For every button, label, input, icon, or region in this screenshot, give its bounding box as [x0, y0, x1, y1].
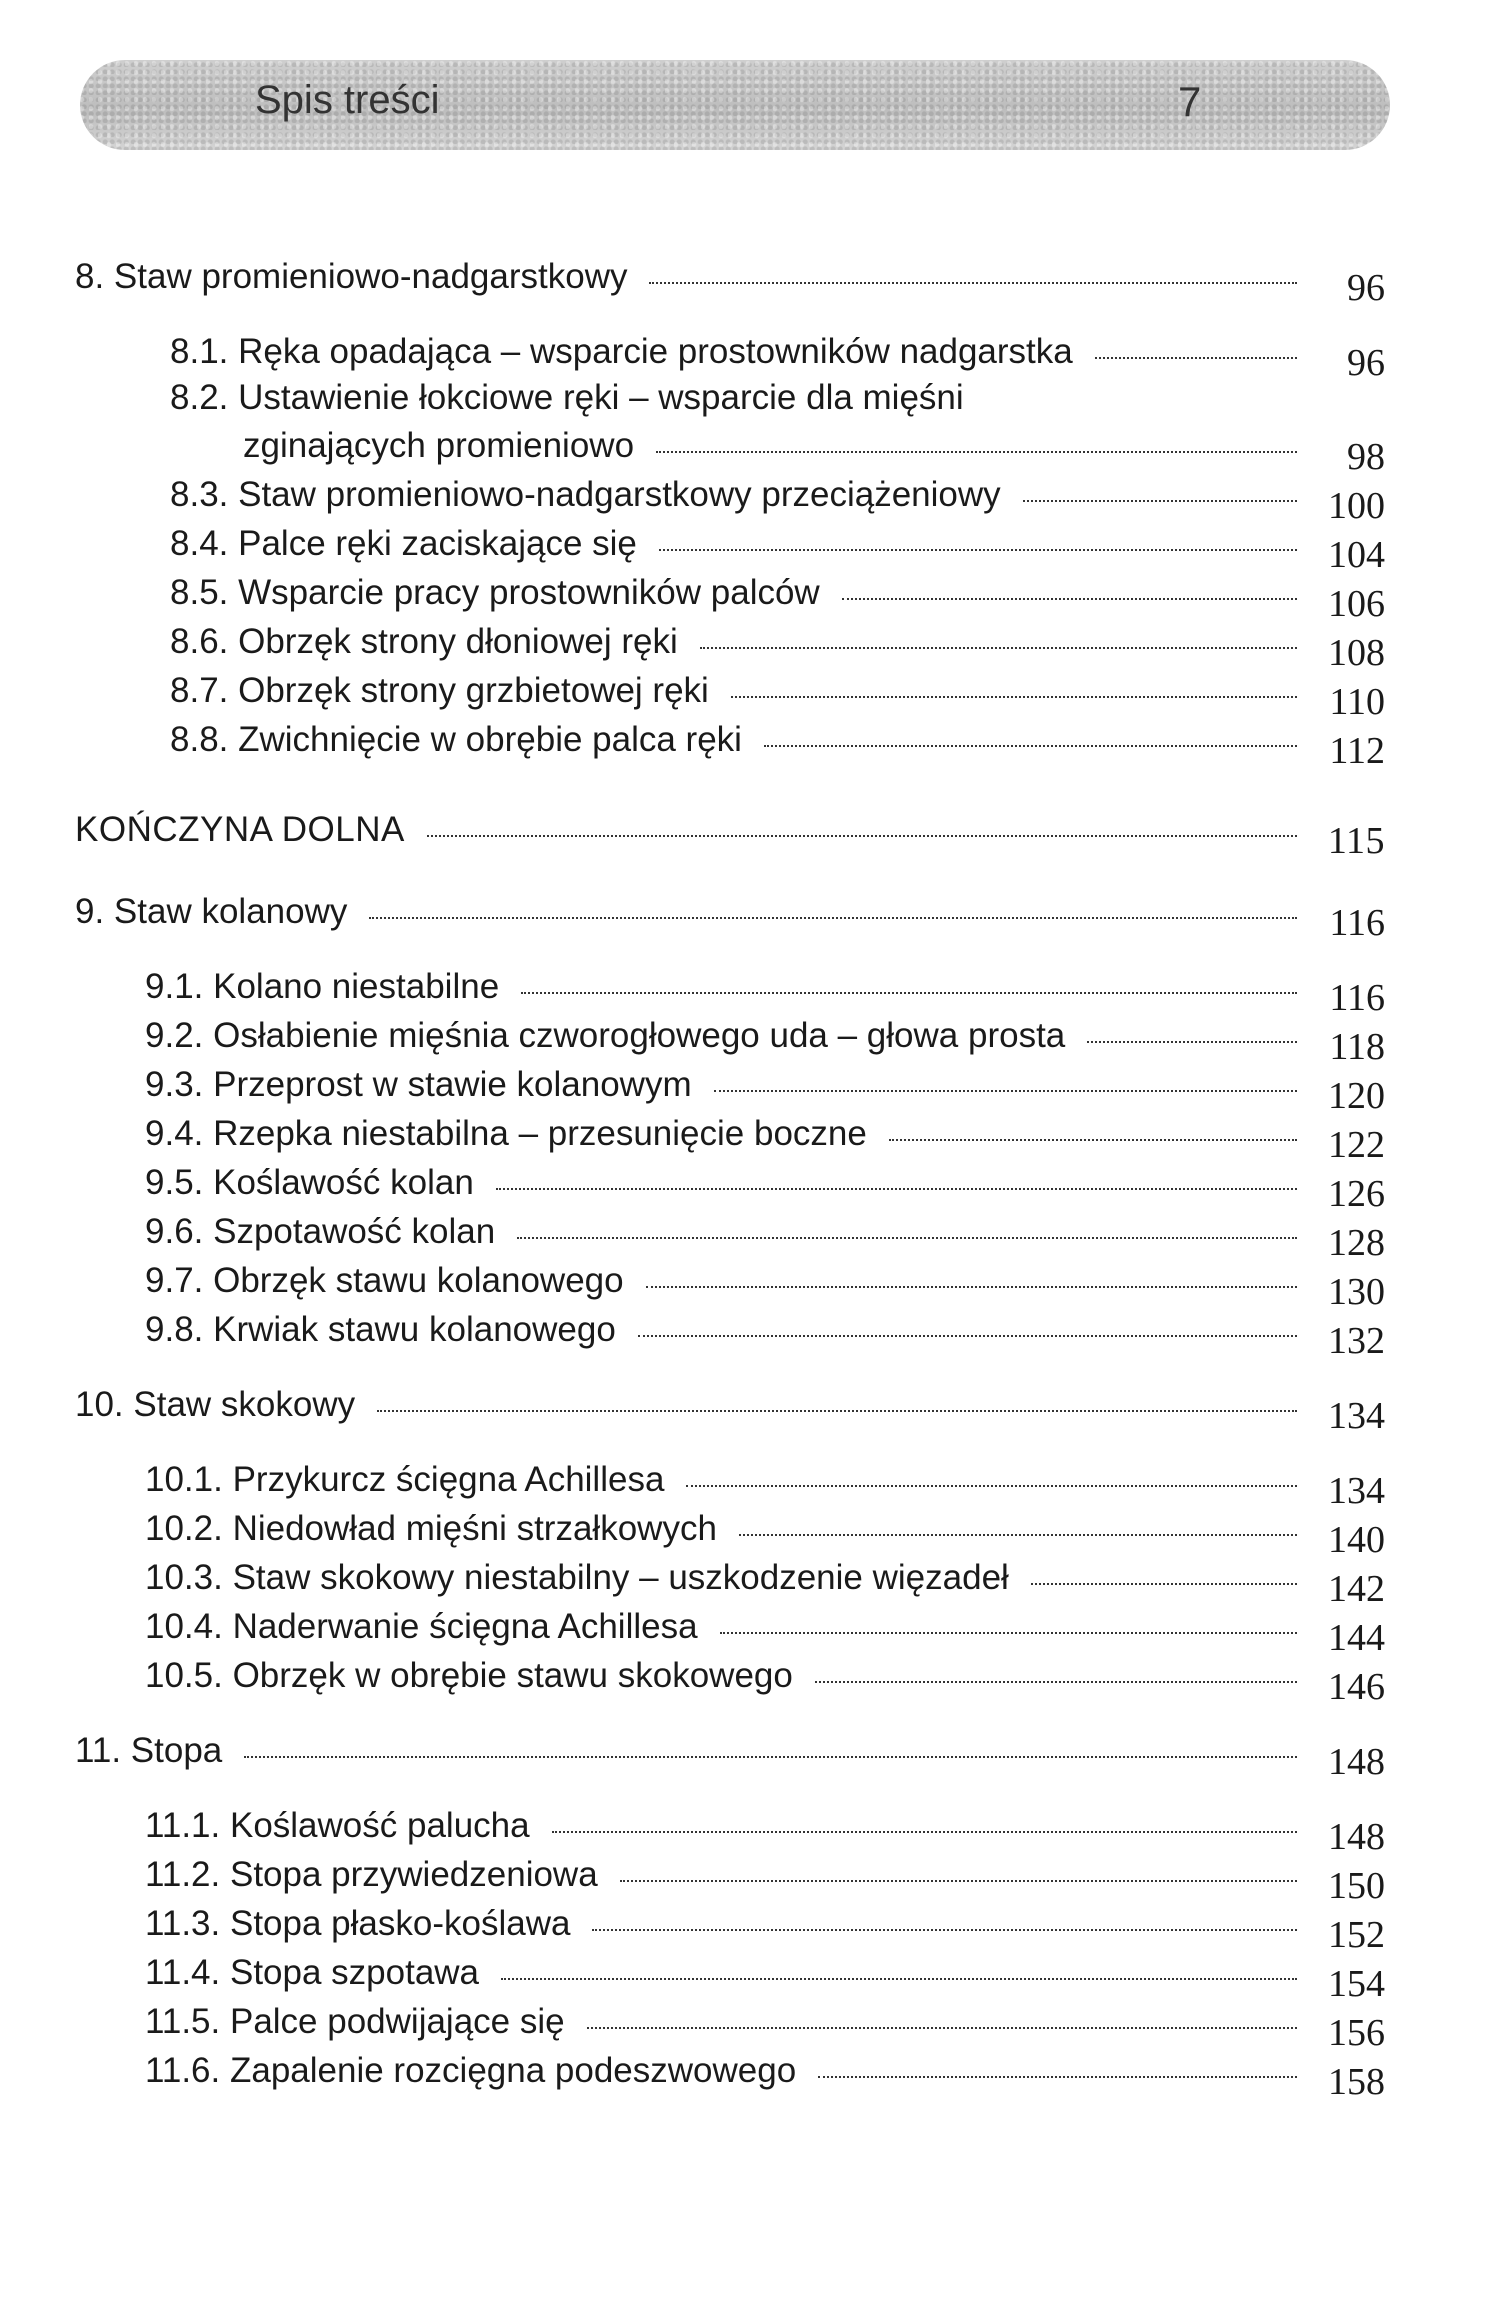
toc-entry[interactable] — [75, 1604, 1385, 1659]
toc-entry-page: 154 — [1328, 1963, 1385, 2005]
dot-leader — [649, 282, 1297, 284]
dot-leader — [377, 1410, 1297, 1412]
dot-leader — [587, 2027, 1297, 2029]
table-of-contents — [75, 240, 1385, 2103]
dot-leader — [818, 2076, 1297, 2078]
toc-entry[interactable] — [75, 717, 1385, 772]
toc-entry-page: 140 — [1328, 1519, 1385, 1561]
toc-entry-page: 148 — [1328, 1741, 1385, 1783]
dot-leader — [620, 1880, 1297, 1882]
toc-entry-page: 98 — [1347, 436, 1385, 478]
toc-entry-page: 106 — [1328, 583, 1385, 625]
toc-entry-label: 8.5. Wsparcie pracy prostowników palców — [170, 573, 820, 612]
toc-entry-page: 126 — [1328, 1173, 1385, 1215]
toc-entry[interactable] — [75, 668, 1385, 723]
toc-entry-page: 156 — [1328, 2012, 1385, 2054]
toc-entry-label: 9.8. Krwiak stawu kolanowego — [145, 1310, 616, 1349]
toc-entry-chapter[interactable] — [75, 254, 1385, 309]
dot-leader — [244, 1756, 1297, 1758]
toc-entry-label: 10.1. Przykurcz ścięgna Achillesa — [145, 1460, 665, 1499]
toc-entry[interactable] — [75, 521, 1385, 576]
dot-leader — [889, 1139, 1297, 1141]
dot-leader — [369, 917, 1297, 919]
toc-entry-page: 104 — [1328, 534, 1385, 576]
toc-entry[interactable] — [75, 570, 1385, 625]
dot-leader — [501, 1978, 1297, 1980]
dot-leader — [739, 1534, 1297, 1536]
toc-entry[interactable] — [75, 964, 1385, 1019]
dot-leader — [714, 1090, 1297, 1092]
toc-entry-page: 116 — [1329, 977, 1385, 1019]
toc-entry-page: 134 — [1328, 1470, 1385, 1512]
page-number: 7 — [1178, 78, 1202, 125]
toc-entry[interactable] — [75, 1307, 1385, 1362]
toc-entry-label: 11.3. Stopa płasko-koślawa — [145, 1904, 571, 1943]
dot-leader — [700, 647, 1297, 649]
dot-leader — [731, 696, 1297, 698]
dot-leader — [592, 1929, 1297, 1931]
toc-entry-page: 115 — [1327, 820, 1385, 862]
toc-entry-label: 8.6. Obrzęk strony dłoniowej ręki — [170, 622, 678, 661]
toc-entry[interactable] — [75, 1160, 1385, 1215]
toc-entry-page: 148 — [1328, 1816, 1385, 1858]
toc-entry-label: 9. Staw kolanowy — [75, 892, 348, 931]
toc-entry-label-continuation: zginających promieniowo — [243, 426, 635, 465]
toc-entry-page: 100 — [1328, 485, 1385, 527]
toc-entry[interactable] — [75, 1950, 1385, 2005]
toc-entry[interactable] — [75, 1506, 1385, 1561]
toc-entry-page: 144 — [1328, 1617, 1385, 1659]
dot-leader — [1095, 357, 1297, 359]
dot-leader — [638, 1335, 1297, 1337]
toc-entry-page: 116 — [1329, 902, 1385, 944]
toc-entry[interactable] — [75, 1852, 1385, 1907]
toc-entry-page: 130 — [1328, 1271, 1385, 1313]
toc-entry-label: 10. Staw skokowy — [75, 1385, 356, 1424]
toc-entry-page: 128 — [1328, 1222, 1385, 1264]
toc-entry-page: 122 — [1328, 1124, 1385, 1166]
toc-entry-label: 11. Stopa — [75, 1731, 223, 1770]
toc-entry-label: 9.6. Szpotawość kolan — [145, 1212, 496, 1251]
dot-leader — [764, 745, 1297, 747]
toc-entry-label: 11.6. Zapalenie rozcięgna podeszwowego — [145, 2051, 797, 2090]
toc-entry-page: 112 — [1329, 730, 1385, 772]
toc-entry-page: 108 — [1328, 632, 1385, 674]
dot-leader — [656, 451, 1297, 453]
toc-entry-page: 96 — [1347, 267, 1385, 309]
toc-entry-label: 8.8. Zwichnięcie w obrębie palca ręki — [170, 720, 742, 759]
toc-entry-label: 8.1. Ręka opadająca – wsparcie prostowników nadgarstka — [170, 332, 1073, 371]
toc-entry-label: 8. Staw promieniowo-nadgarstkowy — [75, 257, 628, 296]
toc-entry-label: 8.4. Palce ręki zaciskające się — [170, 524, 637, 563]
dot-leader — [720, 1632, 1297, 1634]
toc-entry-page: 142 — [1328, 1568, 1385, 1610]
toc-entry-chapter[interactable] — [75, 1728, 1385, 1783]
toc-entry-label: 8.7. Obrzęk strony grzbietowej ręki — [170, 671, 709, 710]
dot-leader — [496, 1188, 1297, 1190]
dot-leader — [646, 1286, 1297, 1288]
toc-entry[interactable] — [75, 1653, 1385, 1708]
toc-entry-page: 134 — [1328, 1395, 1385, 1437]
toc-entry-page: 146 — [1328, 1666, 1385, 1708]
toc-entry-page: 158 — [1328, 2061, 1385, 2103]
toc-section-label: KOŃCZYNA DOLNA — [75, 810, 405, 849]
dot-leader — [842, 598, 1297, 600]
toc-entry-label: 11.4. Stopa szpotawa — [145, 1953, 480, 1992]
toc-entry-page: 150 — [1328, 1865, 1385, 1907]
toc-entry[interactable] — [75, 1258, 1385, 1313]
toc-entry[interactable] — [75, 1209, 1385, 1264]
toc-entry[interactable] — [75, 1901, 1385, 1956]
dot-leader — [1023, 500, 1297, 502]
toc-entry[interactable] — [75, 1999, 1385, 2054]
toc-entry-label: 9.7. Obrzęk stawu kolanowego — [145, 1261, 624, 1300]
toc-entry-label: 9.2. Osłabienie mięśnia czworogłowego uda – głowa prosta — [145, 1016, 1066, 1055]
toc-entry-label: 11.1. Koślawość palucha — [145, 1806, 530, 1845]
toc-entry-chapter[interactable] — [75, 1382, 1385, 1437]
toc-entry-page: 110 — [1329, 681, 1385, 723]
toc-entry[interactable] — [75, 619, 1385, 674]
toc-entry[interactable] — [75, 329, 1385, 384]
dot-leader — [686, 1485, 1297, 1487]
toc-entry[interactable] — [75, 1555, 1385, 1610]
toc-entry-label: 9.3. Przeprost w stawie kolanowym — [145, 1065, 692, 1104]
toc-entry[interactable] — [75, 472, 1385, 527]
toc-entry[interactable] — [75, 1111, 1385, 1166]
toc-entry-label: 10.2. Niedowład mięśni strzałkowych — [145, 1509, 717, 1548]
dot-leader — [517, 1237, 1297, 1239]
toc-entry[interactable] — [75, 378, 1385, 418]
dot-leader — [659, 549, 1297, 551]
toc-entry-label: 8.3. Staw promieniowo-nadgarstkowy przeciążeniowy — [170, 475, 1001, 514]
toc-entry-continuation[interactable] — [75, 423, 1385, 478]
dot-leader — [552, 1831, 1297, 1833]
toc-entry-page: 96 — [1347, 342, 1385, 384]
dot-leader — [815, 1681, 1297, 1683]
toc-entry[interactable] — [75, 1062, 1385, 1117]
toc-entry-page: 120 — [1328, 1075, 1385, 1117]
toc-entry[interactable] — [75, 1803, 1385, 1858]
toc-entry-label: 10.3. Staw skokowy niestabilny – uszkodzenie więzadeł — [145, 1558, 1009, 1597]
page-header-band — [80, 60, 1390, 150]
toc-entry-label: 8.2. Ustawienie łokciowe ręki – wsparcie dla mięśni — [170, 378, 964, 417]
toc-entry-label: 9.5. Koślawość kolan — [145, 1163, 474, 1202]
toc-entry-page: 152 — [1328, 1914, 1385, 1956]
toc-entry[interactable] — [75, 2048, 1385, 2103]
dot-leader — [1031, 1583, 1297, 1585]
toc-entry-label: 11.5. Palce podwijające się — [145, 2002, 565, 2041]
toc-entry-label: 10.5. Obrzęk w obrębie stawu skokowego — [145, 1656, 793, 1695]
toc-entry-section[interactable] — [75, 807, 1385, 862]
dot-leader — [521, 992, 1297, 994]
toc-entry[interactable] — [75, 1013, 1385, 1068]
toc-entry-label: 9.1. Kolano niestabilne — [145, 967, 500, 1006]
toc-entry-label: 11.2. Stopa przywiedzeniowa — [145, 1855, 598, 1894]
dot-leader — [427, 835, 1297, 837]
toc-entry-label: 9.4. Rzepka niestabilna – przesunięcie boczne — [145, 1114, 867, 1153]
toc-entry[interactable] — [75, 1457, 1385, 1512]
running-title: Spis treści — [255, 78, 440, 122]
toc-entry-label: 10.4. Naderwanie ścięgna Achillesa — [145, 1607, 698, 1646]
toc-entry-chapter[interactable] — [75, 889, 1385, 944]
toc-entry-page: 118 — [1329, 1026, 1385, 1068]
toc-entry-page: 132 — [1328, 1320, 1385, 1362]
dot-leader — [1087, 1041, 1297, 1043]
